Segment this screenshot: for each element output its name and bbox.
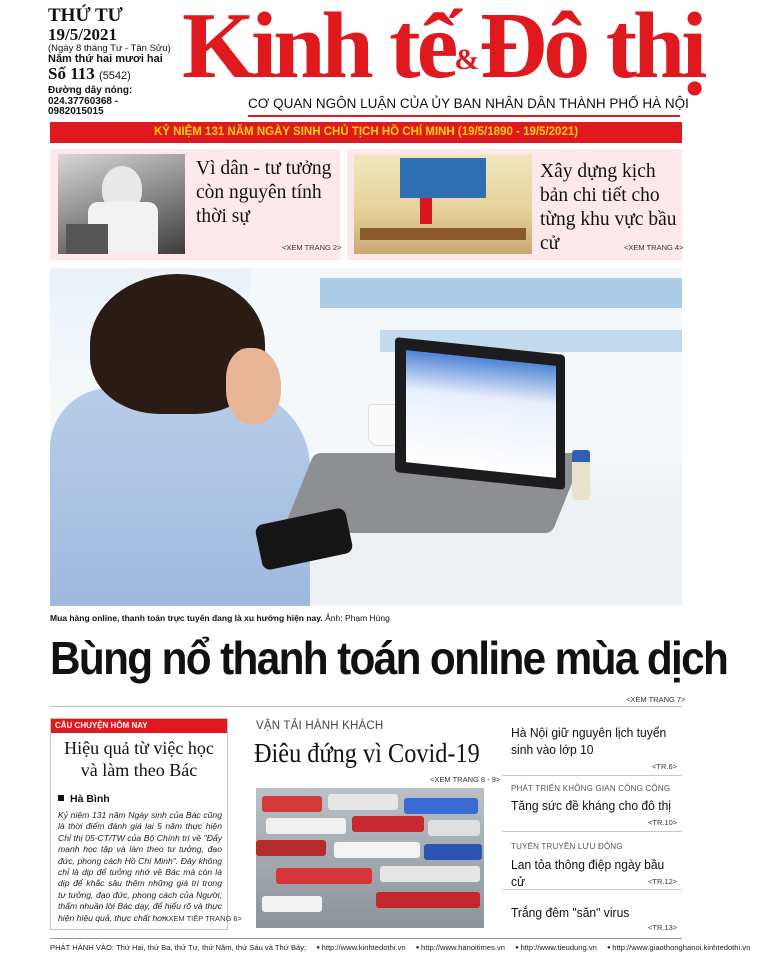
right-story-see-2[interactable]: <TR.10> [648, 818, 678, 827]
transport-title[interactable]: Điêu đứng vì Covid-19 [254, 738, 480, 768]
today-story-see[interactable]: <XEM TIẾP TRANG 6> [164, 914, 242, 923]
publication-year: Năm thứ hai mươi hai [48, 52, 163, 65]
transport-see[interactable]: <XEM TRANG 8 - 9> [430, 775, 501, 784]
top-story-title-1[interactable]: Vì dân - tư tưởng còn nguyên tính thời sự [196, 158, 332, 227]
right-story-title-1[interactable]: Hà Nội giữ nguyên lịch tuyển sinh vào lớp 10 [511, 725, 667, 757]
footer [50, 943, 751, 952]
right-divider-1 [502, 775, 682, 776]
main-headline[interactable]: Bùng nổ thanh toán online mùa dịch [50, 632, 728, 684]
issue-number: Số 113 (5542) [48, 64, 131, 84]
footer-link-2[interactable]: ● http://www.hanoitimes.vn [416, 943, 505, 952]
lunar-date: (Ngày 8 tháng Tư - Tân Sửu) [48, 42, 171, 54]
tagline: CƠ QUAN NGÔN LUẬN CỦA ỦY BAN NHÂN DÂN THÀNH PHỐ HÀ NỘI [248, 96, 689, 111]
today-story-tag: CÂU CHUYỆN HÔM NAY [51, 719, 227, 733]
right-story-title-3[interactable]: Lan tỏa thông điệp ngày bầu cử [511, 857, 665, 889]
issue-info [48, 6, 173, 118]
hotline-number: 024.37760368 - 0982015015 [48, 95, 119, 118]
newspaper-logo[interactable]: Kinh tế&Đô thị [182, 0, 704, 98]
footer-link-3[interactable]: ● http://www.tieudung.vn [515, 943, 597, 952]
today-story-title[interactable]: Hiệu quả từ việc học và làm theo Bác [64, 738, 214, 780]
section-divider [50, 706, 682, 707]
hotline-label: Đường dây nóng: [48, 85, 133, 97]
main-photo-caption: Mua hàng online, thanh toán trực tuyến đang là xu hướng hiện nay. Ảnh: Phạm Hùng [50, 613, 390, 623]
right-story-kicker-2: PHÁT TRIỂN KHÔNG GIAN CÔNG CỘNG [511, 784, 671, 793]
footer-rule [50, 938, 682, 939]
bus-station-photo[interactable] [256, 788, 484, 928]
right-divider-3 [502, 889, 682, 890]
top-story-title-2[interactable]: Xây dựng kịch bản chi tiết cho từng khu vực bầu cử [540, 161, 677, 254]
anniversary-banner: KỶ NIỆM 131 NĂM NGÀY SINH CHỦ TỊCH HỒ CHÍ MINH (19/5/1890 - 19/5/2021) [50, 122, 682, 143]
top-story-photo-1[interactable] [58, 154, 185, 254]
today-story-body: Kỷ niệm 131 năm Ngày sinh của Bác cũng là thời điểm đánh giá lại 5 năm thực hiện Chỉ thị 05-CT/TW của Bộ Chính trị về "Đẩy mạnh học tập và làm theo tư tưởng, đạo đức, phong cách Hồ Chí Minh". Đây không chỉ là dịp để tưởng nhớ về Bác mà còn là dịp để khắc sâu thêm những giá trị trong tư tưởng, đạo đức, phong cách của Người; thẩm nhuần lời Bác dạy, để hiểu rõ và thực hiện hiệu quả, thực chất hơn. [58, 810, 222, 923]
right-story-see-3[interactable]: <TR.12> [648, 877, 678, 886]
right-story-kicker-3: TUYÊN TRUYỀN LƯU ĐỘNG [511, 842, 623, 851]
right-story-see-1[interactable]: <TR.6> [652, 762, 678, 771]
release-schedule: PHÁT HÀNH VÀO: Thứ Hai, thứ Ba, thứ Tư, thứ Năm, thứ Sáu và Thứ Bảy; [50, 943, 307, 952]
footer-link-1[interactable]: ● http://www.kinhtedothi.vn [316, 943, 405, 952]
main-story-photo[interactable] [50, 268, 682, 606]
right-divider-2 [502, 831, 682, 832]
footer-link-4[interactable]: ● http://www.giaothonghanoi.kinhtedothi.vn [607, 943, 750, 952]
top-story-see-1[interactable]: <XEM TRANG 2> [282, 243, 342, 252]
right-story-see-4[interactable]: <TR.13> [648, 923, 678, 932]
top-story-photo-2[interactable] [354, 154, 532, 254]
tagline-rule [248, 115, 680, 117]
main-story-see[interactable]: <XEM TRANG 7> [626, 695, 686, 704]
transport-kicker: VẬN TẢI HÀNH KHÁCH [256, 720, 384, 732]
issue-date: 19/5/2021 [48, 24, 117, 44]
right-story-title-4[interactable]: Trắng đêm "săn" virus [511, 905, 630, 920]
right-story-title-2[interactable]: Tăng sức đề kháng cho đô thị [511, 798, 672, 813]
top-story-see-2[interactable]: <XEM TRANG 4> [624, 243, 684, 252]
issue-day: THỨ TƯ [48, 5, 123, 26]
today-story-author: Hà Bình [58, 793, 110, 805]
